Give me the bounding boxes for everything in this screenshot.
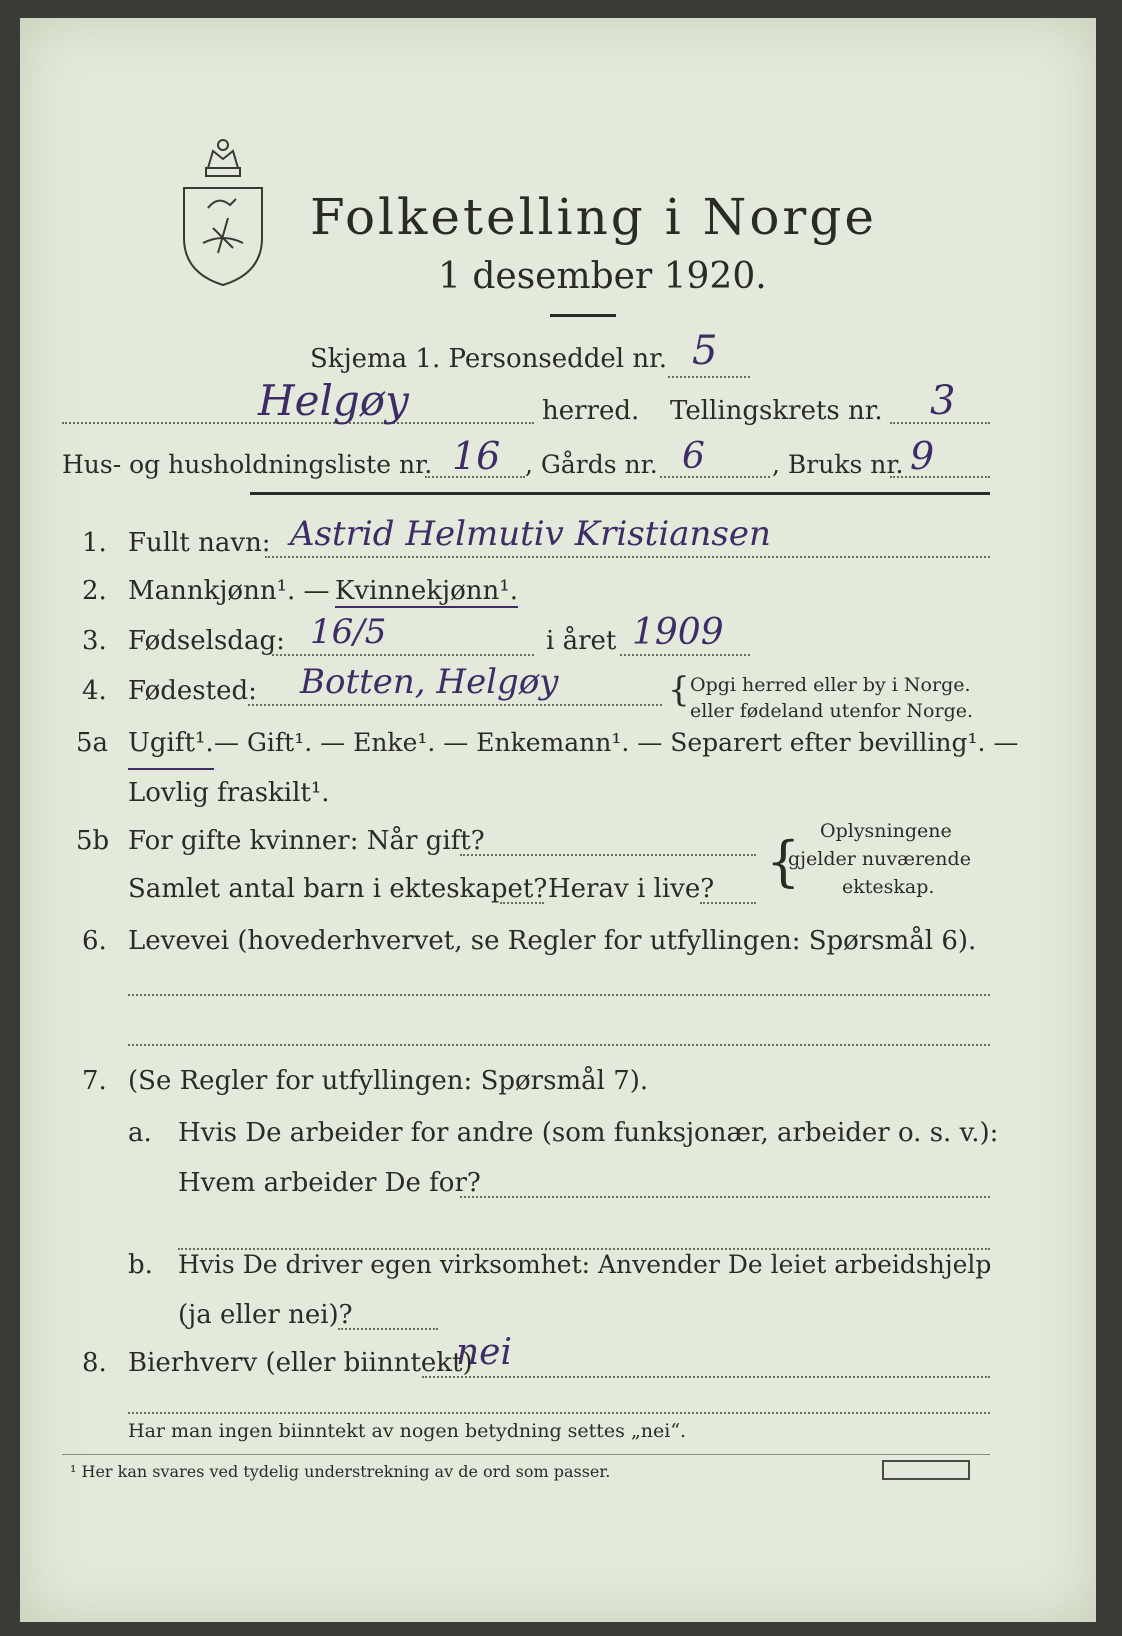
q3-number: 3. bbox=[82, 626, 107, 656]
bruks-label: , Bruks nr. bbox=[772, 450, 904, 479]
q5a-options: — Gift¹. — Enke¹. — Enkemann¹. — Separert efter bevilling¹. — bbox=[214, 728, 1019, 757]
q5b-note-line2: gjelder nuværende bbox=[788, 848, 971, 870]
q1-field[interactable] bbox=[265, 556, 990, 558]
q2-number: 2. bbox=[82, 576, 107, 606]
tellingskrets-value: 3 bbox=[930, 378, 956, 424]
q1-value: Astrid Helmutiv Kristiansen bbox=[290, 514, 771, 554]
q3-year-value: 1909 bbox=[632, 612, 724, 653]
q7a-employer-field[interactable] bbox=[460, 1196, 990, 1198]
skjema-label: Skjema 1. Personseddel nr. bbox=[310, 344, 667, 374]
q2-male: Mannkjønn¹. — bbox=[128, 576, 330, 606]
herred-label: herred. bbox=[542, 396, 640, 426]
q8-field[interactable] bbox=[422, 1376, 990, 1378]
bruks-value: 9 bbox=[910, 434, 935, 478]
q1-number: 1. bbox=[82, 528, 107, 558]
q4-note-line1: Opgi herred eller by i Norge. bbox=[690, 674, 971, 696]
q4-note-line2: eller fødeland utenfor Norge. bbox=[690, 700, 974, 722]
q4-number: 4. bbox=[82, 676, 107, 706]
q5b-number: 5b bbox=[76, 826, 110, 856]
printer-stamp bbox=[882, 1460, 970, 1480]
q3-field[interactable] bbox=[272, 654, 534, 656]
q5b-note-brace: { bbox=[766, 830, 801, 893]
gards-label: , Gårds nr. bbox=[525, 450, 658, 479]
q5b-note-line3: ekteskap. bbox=[842, 876, 935, 898]
gards-value: 6 bbox=[682, 436, 705, 477]
section-divider bbox=[250, 492, 990, 495]
herred-value: Helgøy bbox=[258, 376, 409, 425]
q7a-text: Hvis De arbeider for andre (som funksjonær, arbeider o. s. v.): bbox=[178, 1118, 999, 1148]
q7a-letter: a. bbox=[128, 1118, 152, 1148]
gards-field[interactable] bbox=[660, 476, 770, 478]
coat-of-arms-icon bbox=[178, 133, 268, 288]
skjema-field[interactable] bbox=[668, 376, 750, 378]
q5a-ugift: Ugift¹. bbox=[128, 728, 214, 770]
q6-number: 6. bbox=[82, 926, 107, 956]
q4-value: Botten, Helgøy bbox=[300, 662, 559, 702]
q8-value: nei bbox=[456, 1332, 513, 1373]
hus-label: Hus- og husholdningsliste nr. bbox=[62, 450, 433, 479]
form-date: 1 desember 1920. bbox=[438, 256, 767, 297]
skjema-value: 5 bbox=[692, 328, 718, 374]
q1-label: Fullt navn: bbox=[128, 528, 271, 558]
q5b-alive-field[interactable] bbox=[700, 902, 756, 904]
q7b-text: Hvis De driver egen virksomhet: Anvender De leiet arbeidshjelp bbox=[178, 1250, 992, 1279]
bruks-field[interactable] bbox=[890, 476, 990, 478]
form-title: Folketelling i Norge bbox=[310, 188, 877, 246]
q7b-yesno-label: (ja eller nei)? bbox=[178, 1300, 353, 1330]
title-divider bbox=[550, 314, 616, 317]
q5b-alive-label: Herav i live? bbox=[548, 874, 715, 904]
q7b-letter: b. bbox=[128, 1250, 153, 1280]
q8-field-line2[interactable] bbox=[128, 1412, 990, 1414]
q5b-children-field[interactable] bbox=[500, 902, 544, 904]
q8-label: Bierhverv (eller biinntekt) bbox=[128, 1348, 473, 1378]
q5b-label: For gifte kvinner: Når gift? bbox=[128, 826, 485, 856]
q7a-employer-label: Hvem arbeider De for? bbox=[178, 1168, 481, 1198]
q6-label: Levevei (hovederhvervet, se Regler for utfyllingen: Spørsmål 6). bbox=[128, 926, 977, 956]
q3-year-field[interactable] bbox=[620, 654, 750, 656]
q7b-yesno-field[interactable] bbox=[338, 1328, 438, 1330]
q3-label: Fødselsdag: bbox=[128, 626, 285, 656]
q3-year-label: i året bbox=[546, 626, 617, 656]
q6-field-line2[interactable] bbox=[128, 1044, 990, 1046]
footer-divider bbox=[62, 1454, 990, 1455]
tellingskrets-label: Tellingskrets nr. bbox=[670, 396, 883, 426]
footer-note: Har man ingen biinntekt av nogen betydning settes „nei“. bbox=[128, 1420, 687, 1442]
q4-note-brace: { bbox=[668, 670, 690, 710]
q7-label: (Se Regler for utfyllingen: Spørsmål 7). bbox=[128, 1066, 649, 1096]
q6-field-line1[interactable] bbox=[128, 994, 990, 996]
q8-number: 8. bbox=[82, 1348, 107, 1378]
hus-value: 16 bbox=[452, 434, 501, 478]
q5a-fraskilt: Lovlig fraskilt¹. bbox=[128, 778, 330, 808]
footnote: ¹ Her kan svares ved tydelig understrekning av de ord som passer. bbox=[70, 1462, 611, 1481]
q3-value: 16/5 bbox=[310, 612, 387, 652]
census-form-sheet bbox=[20, 18, 1096, 1622]
q5b-children-label: Samlet antal barn i ekteskapet? bbox=[128, 874, 548, 904]
q4-label: Fødested: bbox=[128, 676, 257, 706]
q5b-note-line1: Oplysningene bbox=[820, 820, 952, 842]
q5b-married-field[interactable] bbox=[460, 854, 756, 856]
q5a-number: 5a bbox=[76, 728, 109, 758]
q4-field[interactable] bbox=[248, 704, 662, 706]
q2-female: Kvinnekjønn¹. bbox=[335, 576, 518, 606]
q7-number: 7. bbox=[82, 1066, 107, 1096]
